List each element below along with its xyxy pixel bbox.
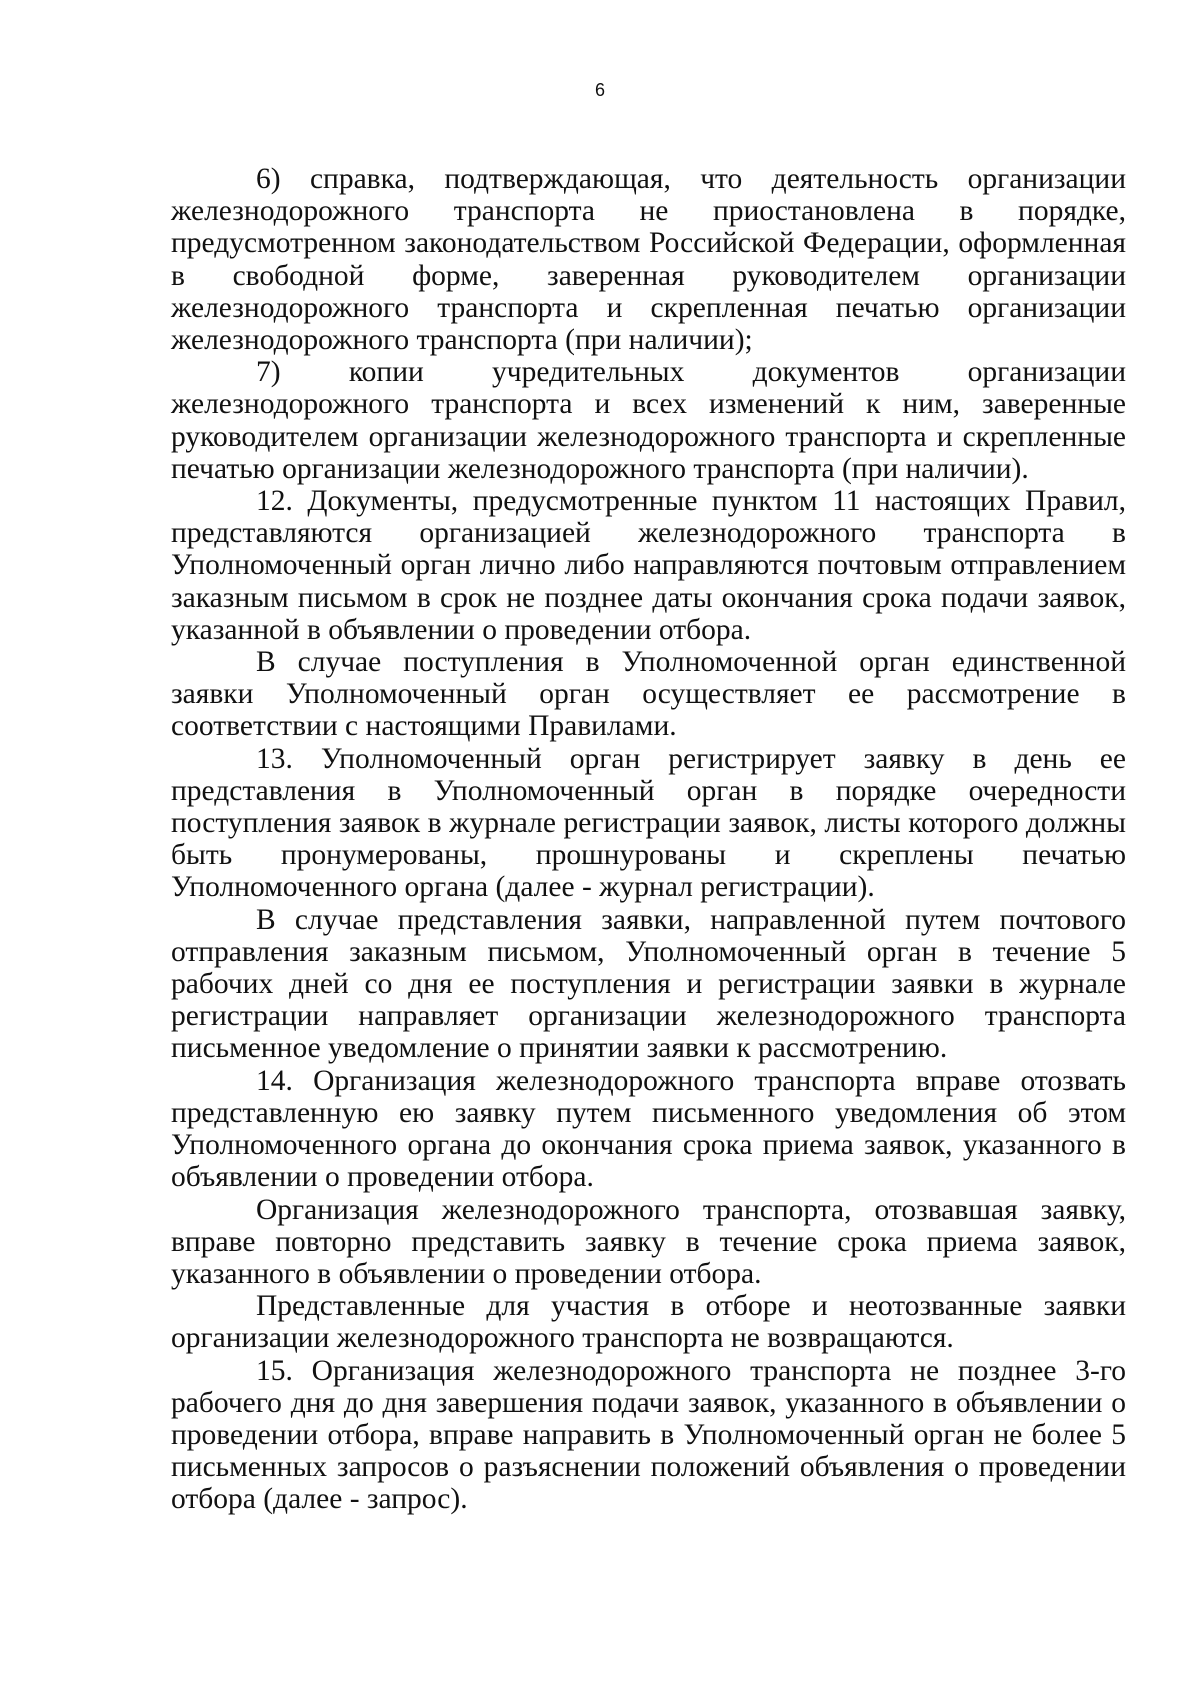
paragraph-item-7: 7) копии учредительных документов организации железнодорожного транспорта и всех изменений к ним, заверенные руководителем организации железнодорожного транспорта и скрепленные печатью организации железнодорожного транспорта (при наличии). <box>171 356 1126 485</box>
paragraph-item-6: 6) справка, подтверждающая, что деятельность организации железнодорожного транспорта не приостановлена в порядке, предусмотренном законодательством Российской Федерации, оформленная в свободной форме, заверенная руководителем организации железнодорожного транспорта и скрепленная печатью организации железнодорожного транспорта (при наличии); <box>171 163 1126 357</box>
document-body <box>171 163 1126 1516</box>
paragraph-single-application: В случае поступления в Уполномоченной орган единственной заявки Уполномоченный орган осуществляет ее рассмотрение в соответствии с настоящими Правилами. <box>171 646 1126 743</box>
paragraph-section-12: 12. Документы, предусмотренные пунктом 11 настоящих Правил, представляются организацией железнодорожного транспорта в Уполномоченный орган лично либо направляются почтовым отправлением заказным письмом в срок не позднее даты окончания срока подачи заявок, указанной в объявлении о проведении отбора. <box>171 485 1126 646</box>
paragraph-section-14: 14. Организация железнодорожного транспорта вправе отозвать представленную ею заявку путем письменного уведомления об этом Уполномоченного органа до окончания срока приема заявок, указанного в объявлении о проведении отбора. <box>171 1064 1126 1194</box>
paragraph-section-15: 15. Организация железнодорожного транспорта не позднее 3-го рабочего дня до дня завершения подачи заявок, указанного в объявлении о проведении отбора, вправе направить в Уполномоченный орган не более 5 письменных запросов о разъяснении положений объявления о проведении отбора (далее - запрос). <box>171 1354 1126 1516</box>
page-number: 6 <box>594 80 605 100</box>
paragraph-section-13: 13. Уполномоченный орган регистрирует заявку в день ее представления в Уполномоченный орган в порядке очередности поступления заявок в журнале регистрации заявок, листы которого должны быть пронумерованы, прошнурованы и скреплены печатью Уполномоченного органа (далее - журнал регистрации). <box>171 742 1126 904</box>
paragraph-postal-submission: В случае представления заявки, направленной путем почтового отправления заказным письмом, Уполномоченный орган в течение 5 рабочих дней со дня ее поступления и регистрации заявки в журнале регистрации направляет организации железнодорожного транспорта письменное уведомление о принятии заявки к рассмотрению. <box>171 903 1126 1065</box>
paragraph-resubmission: Организация железнодорожного транспорта, отозвавшая заявку, вправе повторно представить заявку в течение срока приема заявок, указанного в объявлении о проведении отбора. <box>171 1193 1126 1290</box>
paragraph-not-returned: Представленные для участия в отборе и неотозванные заявки организации железнодорожного транспорта не возвращаются. <box>171 1290 1126 1355</box>
